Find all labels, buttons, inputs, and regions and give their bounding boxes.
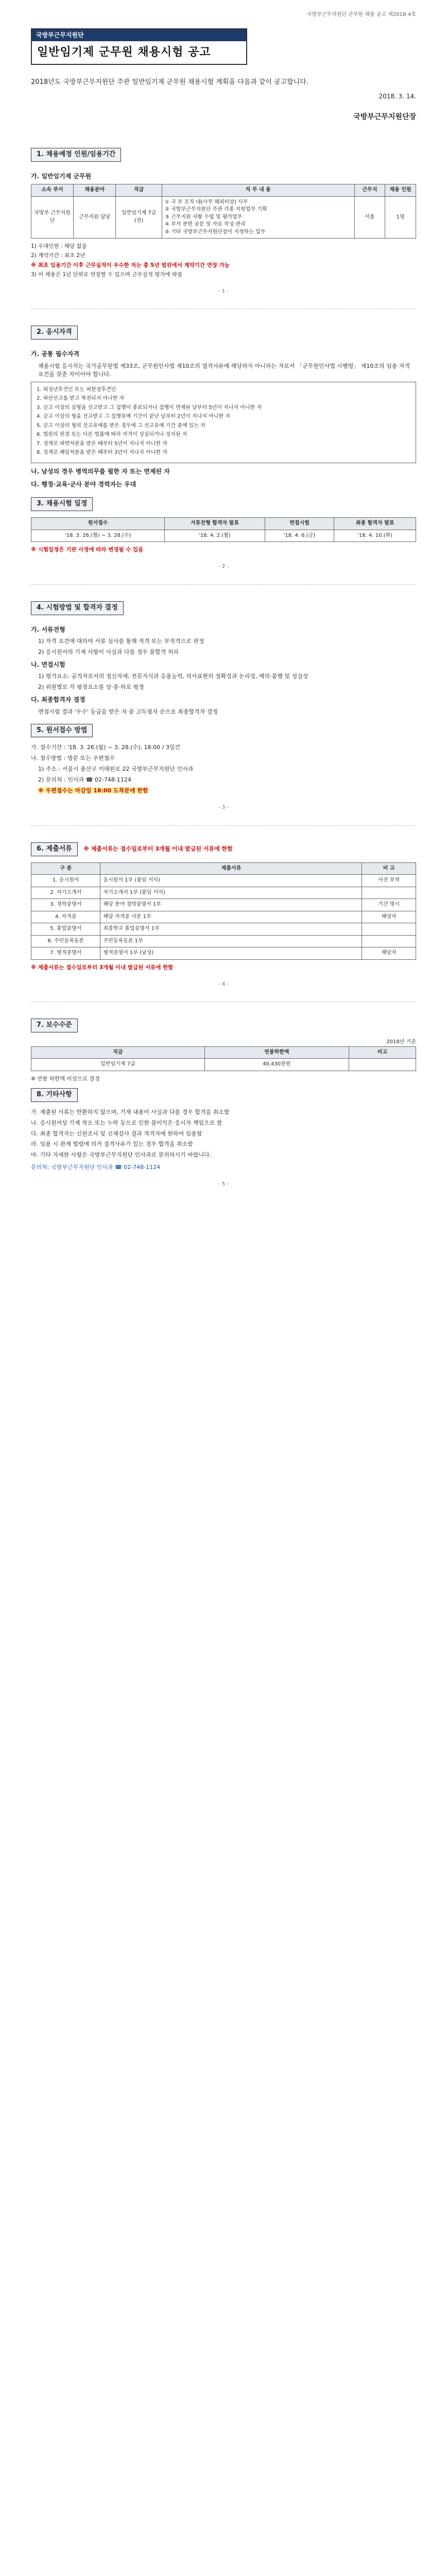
col-header: 직급 bbox=[31, 1046, 205, 1059]
pay-table bbox=[31, 1046, 416, 1071]
documents-table bbox=[31, 862, 416, 960]
title-org: 국방부근무지원단 bbox=[32, 29, 246, 41]
col-header: 직급 bbox=[116, 184, 162, 197]
schedule-table bbox=[31, 517, 416, 542]
section-2-sub3: 다. 행정·교육·군사 분야 경력자는 우대 bbox=[31, 480, 136, 488]
box-line: 6. 법원의 판결 또는 다른 법률에 따라 자격이 상실되거나 정지된 자 bbox=[37, 432, 187, 438]
page-number: - 4 - bbox=[218, 981, 229, 987]
box-line: 1. 피성년후견인 또는 피한정후견인 bbox=[37, 386, 116, 393]
duty-line: ② 국방부근무지원단 주관 각종 지원업무 기획 bbox=[164, 207, 267, 213]
cell: 3. 경력증명서 bbox=[31, 899, 100, 911]
cell bbox=[362, 887, 416, 899]
para: 면접시험 결과 '우수' 등급을 받은 자 중 고득점자 순으로 최종합격자 결정 bbox=[38, 708, 218, 715]
para: 2) 문의처 : 인사과 ☎ 02-748-1124 bbox=[38, 776, 131, 784]
section-6-heading: 6. 제출서류 bbox=[31, 842, 78, 856]
box-line: 5. 금고 이상의 형의 선고유예를 받은 경우에 그 선고유예 기간 중에 있는 자 bbox=[37, 422, 205, 429]
section-2-heading: 2. 응시자격 bbox=[31, 326, 78, 340]
duty-line: ③ 근무지원 사항 수립 및 평가업무 bbox=[164, 214, 243, 220]
page-number: - 2 - bbox=[218, 564, 229, 570]
col-header: 서류전형 합격자 발표 bbox=[165, 518, 265, 530]
col-header: 연봉하한액 bbox=[204, 1046, 349, 1059]
note-line: 1) 우대인원 : 해당 없음 bbox=[31, 243, 87, 250]
sheet-2 bbox=[31, 309, 416, 584]
col-header: 채용분야 bbox=[74, 184, 116, 197]
section-1-notes bbox=[31, 243, 416, 279]
para: 2) 위원별로 각 평정요소를 상·중·하로 평정 bbox=[38, 684, 144, 691]
cell: '18. 4. 2.(월) bbox=[165, 530, 265, 542]
cell-dept: 국방부 근무지원단 bbox=[31, 196, 74, 239]
signature-block bbox=[31, 92, 416, 122]
cell: 2. 자기소개서 bbox=[31, 887, 100, 899]
cell: 5. 졸업증명서 bbox=[31, 923, 100, 936]
box-line: 3. 금고 이상의 실형을 선고받고 그 집행이 종료되거나 집행이 면제된 날부터 5년이 지나지 아니한 자 bbox=[37, 404, 262, 411]
section-4-sub1: 가. 서류전형 bbox=[31, 625, 65, 633]
section-4-heading: 4. 시험방법 및 합격자 결정 bbox=[31, 601, 124, 615]
col-header: 채용 인원 bbox=[385, 184, 416, 197]
title-box bbox=[31, 28, 247, 65]
box-line: 8. 징계로 해임처분을 받은 때부터 3년이 지나지 아니한 자 bbox=[37, 450, 167, 456]
table-row bbox=[31, 887, 416, 899]
issuer: 국방부근무지원단장 bbox=[353, 112, 416, 121]
pay-note: ※ 연봉 하한액 이상으로 결정 bbox=[31, 1075, 100, 1082]
sheet-1 bbox=[31, 0, 416, 309]
col-header: 구 분 bbox=[31, 862, 100, 875]
cell-count: 1명 bbox=[385, 196, 416, 239]
table-row bbox=[31, 899, 416, 911]
cell: '18. 4. 10.(화) bbox=[334, 530, 416, 542]
col-header: 최종 합격자 발표 bbox=[334, 518, 416, 530]
note-highlight: ※ 최초 임용기간 이후 근무실적이 우수한 자는 총 5년 범위에서 계약기간 연장 가능 bbox=[31, 262, 230, 268]
sheet-3 bbox=[31, 585, 416, 826]
cell: 1. 응시원서 bbox=[31, 875, 100, 887]
disqualification-box bbox=[31, 382, 416, 463]
cell: 해당자 bbox=[362, 947, 416, 960]
para: 1) 자격 요건에 대하여 서류 심사를 통해 적격 또는 부적격으로 판정 bbox=[38, 638, 204, 645]
para: 나. 응시원서상 기재 착오 또는 누락 등으로 인한 불이익은 응시자 책임으로 함 bbox=[31, 1119, 222, 1126]
page-number: - 1 - bbox=[218, 288, 229, 294]
duty-line: ④ 부서 관련 공문 및 자료 작성·관리 bbox=[164, 222, 246, 228]
section-2-para: 채용시험 응시자는 국가공무원법 제33조, 군무원인사법 제10조의 결격사유에 해당하지 아니하는 자로서 「군무원인사법 시행령」 제10조의 임용 자격 요건을 갖춘 자이어야 합니다. bbox=[38, 362, 410, 378]
cell: 해당자 bbox=[362, 911, 416, 923]
col-header: 면접시험 bbox=[265, 518, 334, 530]
cell: 40,430천원 bbox=[204, 1059, 349, 1071]
intro-text: 2018년도 국방부근무지원단 주관 일반임기제 군무원 채용시험 계획을 다음과 같이 공고합니다. bbox=[31, 78, 309, 86]
documents-footnote: ※ 제출서류는 접수일로부터 3개월 이내 발급된 서류에 한함 bbox=[31, 964, 174, 971]
document bbox=[0, 0, 447, 1202]
duty-line: ① 국 부 조직 내(사무 해외비상) 사무 bbox=[164, 199, 248, 205]
section-3-heading: 3. 채용시험 일정 bbox=[31, 497, 93, 511]
box-line: 2. 파산선고를 받고 복권되지 아니한 자 bbox=[37, 396, 125, 402]
section-5-heading: 5. 원서접수 방법 bbox=[31, 724, 93, 738]
col-header: 원서접수 bbox=[31, 518, 165, 530]
highlight-note: ※ 우편접수는 마감일 18:00 도착분에 한함 bbox=[38, 787, 148, 794]
cell: 해당 자격증 사본 1부 bbox=[100, 911, 362, 923]
para: 다. 최종 합격자는 신원조사 및 신체검사 결과 적격자에 한하여 임용함 bbox=[31, 1130, 202, 1137]
col-header: 직 무 내 용 bbox=[162, 184, 354, 197]
section-6-headnote: ※ 제출서류는 접수일로부터 3개월 이내 발급된 서류에 한함 bbox=[83, 845, 233, 852]
cell-field: 근무지원 담당 bbox=[74, 196, 116, 239]
page-title: 일반임기제 군무원 채용시험 공고 bbox=[37, 45, 211, 59]
col-header: 제출서류 bbox=[100, 862, 362, 875]
notice-date: 2018. 3. 14. bbox=[379, 93, 416, 100]
col-header: 근무지 bbox=[354, 184, 385, 197]
table-row bbox=[31, 196, 416, 239]
section-8-heading: 8. 기타사항 bbox=[31, 1088, 78, 1102]
table-row bbox=[31, 947, 416, 960]
cell: '18. 3. 26.(월) ~ 3. 28.(수) bbox=[31, 530, 165, 542]
table-row bbox=[31, 935, 416, 947]
cell: '18. 4. 6.(금) bbox=[265, 530, 334, 542]
para: 1) 평가요소: 공직자로서의 정신자세, 전문지식과 응용능력, 의사표현의 정확성과 논리성, 예의·품행 및 성실성 bbox=[38, 673, 308, 680]
para: 가. 접수기간 : '18. 3. 26.(월) ~ 3. 28.(수), 18:00 / 3일간 bbox=[31, 744, 181, 751]
para: 나. 접수방법 : 방문 또는 우편접수 bbox=[31, 755, 115, 762]
col-header: 소속 부서 bbox=[31, 184, 74, 197]
cell bbox=[349, 1059, 416, 1071]
section-2-sub: 가. 공통 필수자격 bbox=[31, 350, 80, 358]
cell: 7. 병적증명서 bbox=[31, 947, 100, 960]
table-row bbox=[31, 1059, 416, 1071]
recruit-table bbox=[31, 184, 416, 239]
page-number: - 3 - bbox=[218, 805, 229, 811]
cell: 자기소개서 1부 (붙임 서식) bbox=[100, 887, 362, 899]
cell: 최종학교 졸업증명서 1부 bbox=[100, 923, 362, 936]
schedule-note: ※ 시험일정은 기관 사정에 따라 변경될 수 있음 bbox=[31, 547, 144, 553]
cell: 사진 부착 bbox=[362, 875, 416, 887]
table-row bbox=[31, 530, 416, 542]
table-row bbox=[31, 875, 416, 887]
col-header: 비고 bbox=[349, 1046, 416, 1059]
note-line: 3) 이 채용은 1년 단위로 연장할 수 있으며 근무실적 평가에 따름 bbox=[31, 271, 183, 278]
contact-line: 문의처: 국방부근무지원단 인사과 ☎ 02-748-1124 bbox=[31, 1164, 161, 1171]
sheet-4 bbox=[31, 826, 416, 1003]
section-4-sub3: 다. 최종합격자 결정 bbox=[31, 696, 85, 704]
para: 가. 제출된 서류는 반환하지 않으며, 기재 내용이 사실과 다를 경우 합격을 취소함 bbox=[31, 1108, 230, 1115]
cell: 4. 자격증 bbox=[31, 911, 100, 923]
cell: 주민등록등본 1부 bbox=[100, 935, 362, 947]
cell bbox=[362, 935, 416, 947]
table-row bbox=[31, 911, 416, 923]
running-header: 국방부근무지원단 군무원 채용 공고 제2018-4호 bbox=[306, 12, 416, 18]
cell: 응시원서 1부 (붙임 서식) bbox=[100, 875, 362, 887]
para: 2) 응시원서의 기재 사항이 사실과 다를 경우 불합격 처리 bbox=[38, 649, 179, 656]
sheet-5 bbox=[31, 1002, 416, 1202]
cell: 병적증명서 1부 (남성) bbox=[100, 947, 362, 960]
cell: 해당 분야 경력증명서 1부 bbox=[100, 899, 362, 911]
para: 라. 임용 시 관계 법령에 의거 결격사유가 있는 경우 합격을 취소함 bbox=[31, 1141, 193, 1148]
section-1-heading: 1. 채용예정 인원/임용기간 bbox=[31, 148, 121, 162]
cell-duties bbox=[162, 196, 354, 239]
cell: 6. 주민등록등본 bbox=[31, 935, 100, 947]
cell: 기간 명시 bbox=[362, 899, 416, 911]
section-7-heading: 7. 보수수준 bbox=[31, 1019, 78, 1032]
para: 1) 주소 : 서울시 용산구 이태원로 22 국방부근무지원단 인사과 bbox=[38, 766, 194, 773]
table-row bbox=[31, 923, 416, 936]
page-number: - 5 - bbox=[218, 1181, 229, 1188]
para: 마. 기타 자세한 사항은 국방부근무지원단 인사과로 문의하시기 바랍니다. bbox=[31, 1151, 212, 1159]
cell bbox=[362, 923, 416, 936]
box-line: 7. 징계로 파면처분을 받은 때부터 5년이 지나지 아니한 자 bbox=[37, 440, 167, 447]
duty-line: ⑤ 기타 국방부근무지원단장이 지정하는 업무 bbox=[164, 229, 266, 235]
section-1-sub: 가. 일반임기제 군무원 bbox=[31, 172, 92, 180]
section-4-sub2: 나. 면접시험 bbox=[31, 661, 65, 669]
col-header: 비 고 bbox=[362, 862, 416, 875]
cell-place: 서울 bbox=[354, 196, 385, 239]
section-2-sub2: 나. 남성의 경우 병역의무를 필한 자 또는 면제된 자 bbox=[31, 467, 170, 475]
box-line: 4. 금고 이상의 형을 선고받고 그 집행유예 기간이 끝난 날부터 2년이 지나지 아니한 자 bbox=[37, 414, 231, 420]
cell: 일반임기제 7급 bbox=[31, 1059, 205, 1071]
note-line: 2) 계약기간 : 최초 2년 bbox=[31, 252, 85, 259]
cell-grade: 일반임기제 7급 (전) bbox=[116, 196, 162, 239]
pay-unit: 2018년 기준 bbox=[386, 1039, 416, 1045]
